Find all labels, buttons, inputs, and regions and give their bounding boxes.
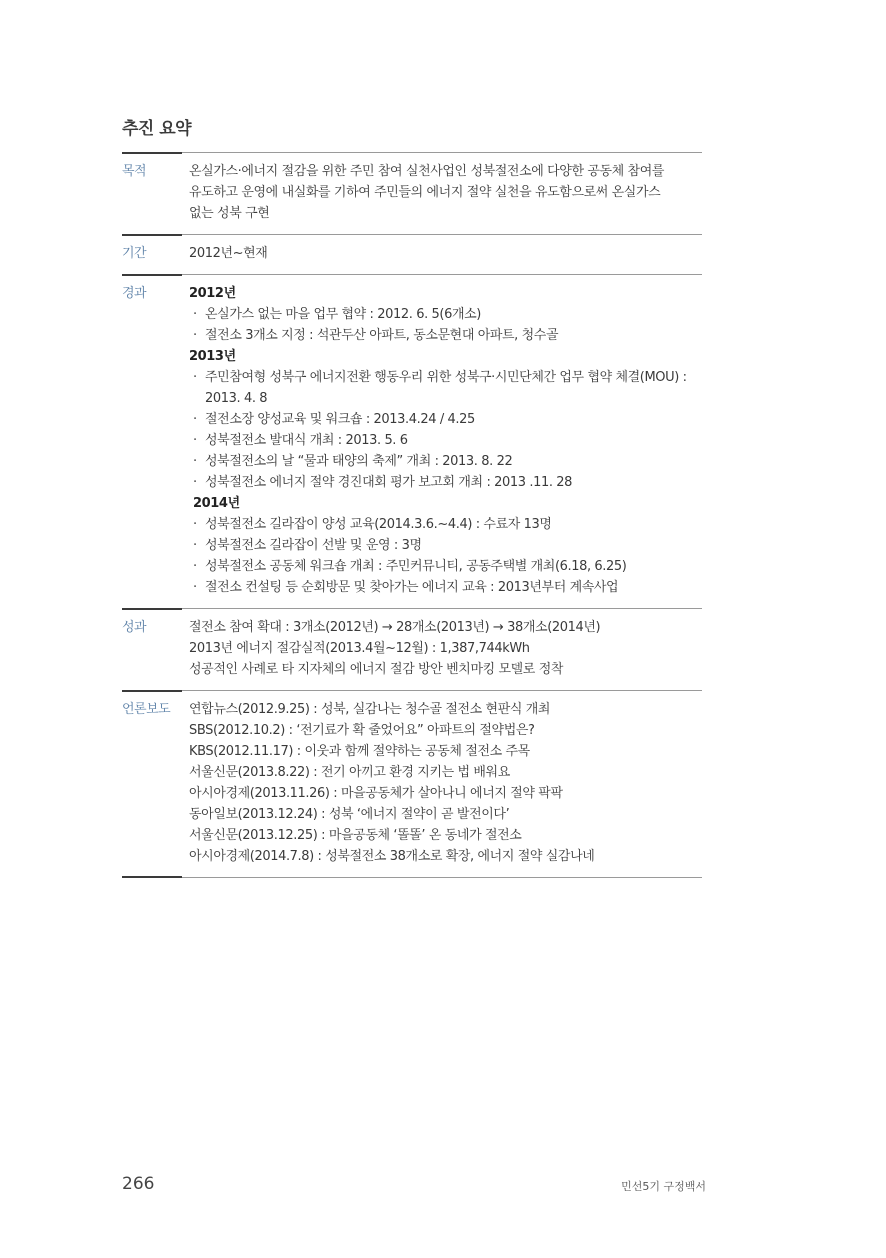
- summary-table: [122, 152, 702, 878]
- press-line: 서울신문(2013.12.25) : 마을공동체 ‘똘똘’ 온 동네가 절전소: [189, 828, 522, 843]
- period-line: 2012년~현재: [189, 246, 268, 261]
- progress-item: · 절전소 컨설팅 등 순회방문 및 찾아가는 에너지 교육 : 2013년부터 계속사업: [189, 577, 702, 598]
- progress-item: · 성북절전소 길라잡이 양성 교육(2014.3.6.~4.4) : 수료자 13명: [189, 514, 702, 535]
- purpose-line: 온실가스·에너지 절감을 위한 주민 참여 실천사업인 성북절전소에 다양한 공동체 참여를: [189, 164, 665, 179]
- row-label-period: 기간: [122, 246, 147, 261]
- row-label-purpose: 목적: [122, 164, 147, 179]
- year-heading-2014: 2014년: [193, 496, 240, 511]
- row-label-results: 성과: [122, 620, 147, 635]
- press-line: 서울신문(2013.8.22) : 전기 아끼고 환경 지키는 법 배워요: [189, 765, 510, 780]
- progress-item: · 온실가스 없는 마을 업무 협약 : 2012. 6. 5(6개소): [189, 304, 702, 325]
- row-purpose: [122, 152, 702, 234]
- row-period: [122, 234, 702, 274]
- progress-item: · 성북절전소 에너지 절약 경진대회 평가 보고회 개최 : 2013 .11. 28: [189, 472, 702, 493]
- row-body-period: [189, 243, 702, 264]
- row-label-progress: 경과: [122, 286, 147, 301]
- row-body-results: [189, 617, 702, 680]
- progress-item: · 성북절전소의 날 “물과 태양의 축제” 개최 : 2013. 8. 22: [189, 451, 702, 472]
- row-label-press: 언론보도: [122, 702, 171, 717]
- press-line: 아시아경제(2014.7.8) : 성북절전소 38개소로 확장, 에너지 절약 실감나네: [189, 849, 595, 864]
- press-line: 아시아경제(2013.11.26) : 마을공동체가 살아나니 에너지 절약 팍팍: [189, 786, 563, 801]
- year-heading-2013: 2013년: [189, 349, 236, 364]
- row-body-press: [189, 699, 702, 867]
- row-progress: [122, 274, 702, 608]
- row-press: [122, 690, 702, 878]
- progress-item: · 주민참여형 성북구 에너지전환 행동우리 위한 성북구·시민단체간 업무 협약 체결(MOU) :: [189, 367, 702, 388]
- results-line: 절전소 참여 확대 : 3개소(2012년) → 28개소(2013년) → 38개소(2014년): [189, 620, 601, 635]
- results-line: 2013년 에너지 절감실적(2013.4월~12월) : 1,387,744kWh: [189, 641, 530, 656]
- progress-item: · 절전소장 양성교육 및 워크숍 : 2013.4.24 / 4.25: [189, 409, 702, 430]
- results-line: 성공적인 사례로 타 지자체의 에너지 절감 방안 벤치마킹 모델로 정착: [189, 662, 564, 677]
- press-line: 연합뉴스(2012.9.25) : 성북, 실감나는 청수골 절전소 현판식 개최: [189, 702, 551, 717]
- press-line: KBS(2012.11.17) : 이웃과 함께 절약하는 공동체 절전소 주목: [189, 744, 530, 759]
- row-results: [122, 608, 702, 690]
- row-body-progress: [189, 283, 702, 598]
- page-number: 266: [122, 1174, 155, 1194]
- progress-item: · 성북절전소 발대식 개최 : 2013. 5. 6: [189, 430, 702, 451]
- purpose-line: 없는 성북 구현: [189, 206, 270, 221]
- year-heading-2012: 2012년: [189, 286, 236, 301]
- progress-item: · 성북절전소 길라잡이 선발 및 운영 : 3명: [189, 535, 702, 556]
- progress-item: · 성북절전소 공동체 워크숍 개최 : 주민커뮤니티, 공동주택별 개최(6.18, 6.25): [189, 556, 702, 577]
- row-body-purpose: [189, 161, 702, 224]
- press-line: SBS(2012.10.2) : ‘전기료가 확 줄었어요” 아파트의 절약법은?: [189, 723, 535, 738]
- purpose-line: 유도하고 운영에 내실화를 기하여 주민들의 에너지 절약 실천을 유도함으로써 온실가스: [189, 185, 661, 200]
- progress-item: · 절전소 3개소 지정 : 석관두산 아파트, 동소문현대 아파트, 청수골: [189, 325, 702, 346]
- book-title: 민선5기 구정백서: [621, 1180, 706, 1193]
- progress-item-continuation: 2013. 4. 8: [205, 391, 268, 406]
- section-title: 추진 요약: [122, 119, 192, 139]
- press-line: 동아일보(2013.12.24) : 성북 ‘에너지 절약이 곧 발전이다’: [189, 807, 510, 822]
